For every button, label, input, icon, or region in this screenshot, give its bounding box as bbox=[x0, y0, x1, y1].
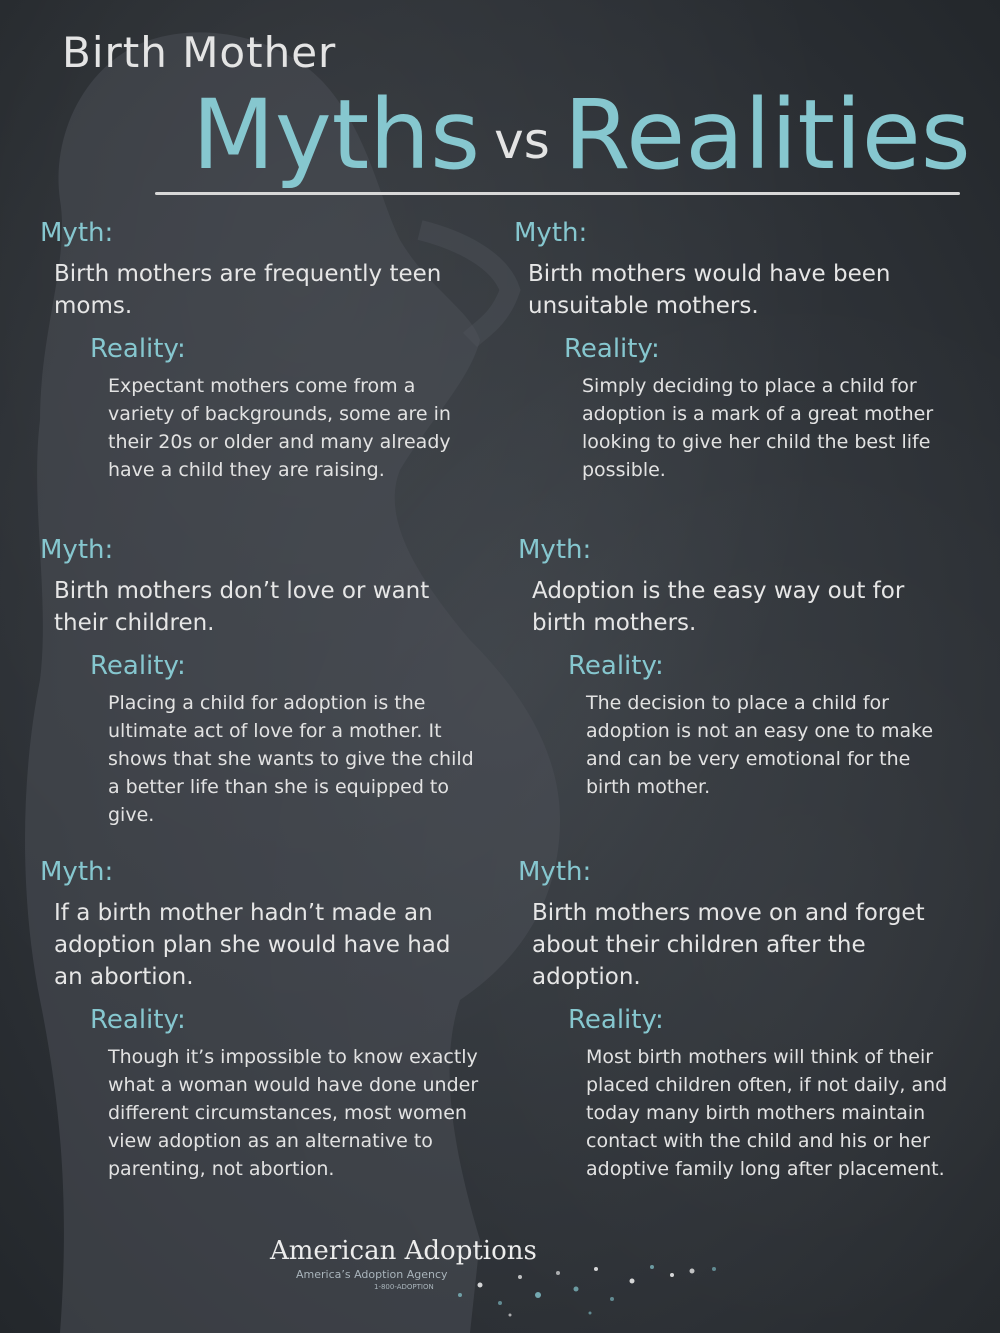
myth-text: Adoption is the easy way out for birth mothers. bbox=[532, 578, 905, 636]
title-divider bbox=[155, 192, 960, 195]
reality-text: Placing a child for adoption is the ultimate act of love for a mother. It shows that she wants to give the child a better life than she is equipped to give. bbox=[108, 692, 474, 826]
myth-text: If a birth mother hadn’t made an adoption plan she would have had an abortion. bbox=[54, 900, 451, 990]
brand-tagline: America’s Adoption Agency bbox=[296, 1268, 448, 1281]
brand-phone: 1-800-ADOPTION bbox=[374, 1283, 434, 1291]
page-title bbox=[192, 79, 971, 196]
myth-card-2 bbox=[514, 218, 964, 484]
myth-text: Birth mothers would have been unsuitable mothers. bbox=[528, 261, 891, 319]
title-realities: Realities bbox=[563, 79, 971, 191]
reality-label: Reality: bbox=[568, 1005, 664, 1035]
header-subtitle: Birth Mother bbox=[62, 28, 337, 77]
sparkle-dots-icon bbox=[440, 1255, 740, 1325]
myth-label: Myth: bbox=[518, 535, 592, 565]
myth-card-6 bbox=[518, 857, 968, 1183]
myth-label: Myth: bbox=[514, 218, 588, 248]
myth-text: Birth mothers don’t love or want their children. bbox=[54, 578, 430, 636]
myth-card-5 bbox=[40, 857, 490, 1183]
myth-label: Myth: bbox=[40, 535, 114, 565]
title-vs: vs bbox=[494, 112, 550, 170]
myth-card-1 bbox=[40, 218, 490, 484]
reality-label: Reality: bbox=[90, 334, 186, 364]
reality-label: Reality: bbox=[90, 651, 186, 681]
reality-label: Reality: bbox=[564, 334, 660, 364]
reality-text: Most birth mothers will think of their placed children often, if not daily, and today many birth mothers maintain contact with the child and his or her adoptive family long after placement. bbox=[586, 1046, 948, 1180]
reality-label: Reality: bbox=[568, 651, 664, 681]
myth-text: Birth mothers move on and forget about their children after the adoption. bbox=[532, 900, 925, 990]
myth-card-4 bbox=[518, 535, 968, 801]
myth-label: Myth: bbox=[40, 218, 114, 248]
myth-label: Myth: bbox=[518, 857, 592, 887]
reality-text: Expectant mothers come from a variety of backgrounds, some are in their 20s or older and many already have a child they are raising. bbox=[108, 375, 451, 481]
brand-name: American Adoptions bbox=[270, 1236, 537, 1266]
reality-text: Though it’s impossible to know exactly what a woman would have done under different circumstances, most women view adoption as an alternative to parenting, not abortion. bbox=[108, 1046, 479, 1180]
reality-label: Reality: bbox=[90, 1005, 186, 1035]
myth-card-3 bbox=[40, 535, 490, 829]
title-myths: Myths bbox=[192, 79, 481, 191]
reality-text: Simply deciding to place a child for adoption is a mark of a great mother looking to give her child the best life possible. bbox=[582, 375, 934, 481]
myth-label: Myth: bbox=[40, 857, 114, 887]
reality-text: The decision to place a child for adoption is not an easy one to make and can be very emotional for the birth mother. bbox=[586, 692, 934, 798]
myth-text: Birth mothers are frequently teen moms. bbox=[54, 261, 442, 319]
